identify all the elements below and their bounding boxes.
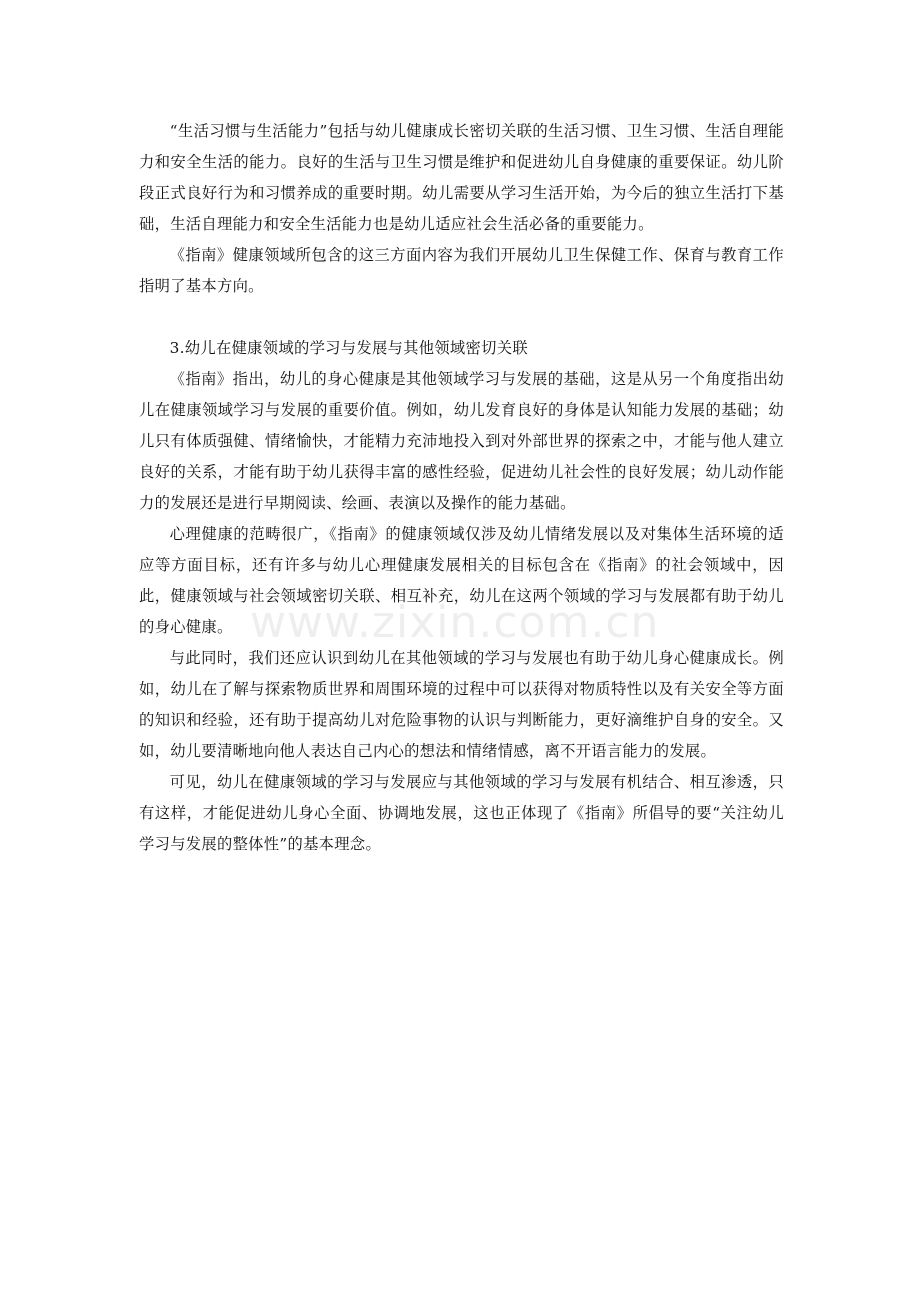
watermark-text: www.zixin.com.cn: [250, 597, 660, 648]
paragraph-life-habits: “生活习惯与生活能力”包括与幼儿健康成长密切关联的生活习惯、卫生习惯、生活自理能力和安全生活的能力。良好的生活与卫生习惯是维护和促进幼儿自身健康的重要保证。幼儿阶段正式良好行为和习惯养成的重要时期。幼儿需要从学习生活开始，为今后的独立生活打下基础，生活自理能力和安全生活能力也是幼儿适应社会生活必备的重要能力。: [139, 122, 784, 233]
paragraph-health-foundation: 《指南》指出，幼儿的身心健康是其他领域学习与发展的基础，这是从另一个角度指出幼儿在健康领域学习与发展的重要价值。例如，幼儿发育良好的身体是认知能力发展的基础；幼儿只有体质强健、情绪愉快，才能精力充沛地投入到对外部世界的探索之中，才能与他人建立良好的关系，才能有助于幼儿获得丰富的感性经验，促进幼儿社会性的良好发展；幼儿动作能力的发展还是进行早期阅读、绘画、表演以及操作的能力基础。: [139, 370, 784, 512]
paragraph-guide-direction: 《指南》健康领域所包含的这三方面内容为我们开展幼儿卫生保健工作、保育与教育工作指明了基本方向。: [139, 246, 784, 295]
paragraph-spacer: [139, 302, 784, 333]
paragraph-mental-health: 心理健康的范畴很广，《指南》的健康领域仅涉及幼儿情绪发展以及对集体生活环境的适应等方面目标，还有许多与幼儿心理健康发展相关的目标包含在《指南》的社会领域中，因此，健康领域与社会领域密切关联、相互补充，幼儿在这两个领域的学习与发展都有助于幼儿的身心健康。: [139, 525, 784, 636]
section-heading: 3.幼儿在健康领域的学习与发展与其他领域密切关联: [169, 339, 528, 357]
paragraph-other-domains: 与此同时，我们还应认识到幼儿在其他领域的学习与发展也有助于幼儿身心健康成长。例如，幼儿在了解与探索物质世界和周围环境的过程中可以获得对物质特性以及有关安全等方面的知识和经验，还有助于提高幼儿对危险事物的认识与判断能力，更好滴维护自身的安全。又如，幼儿要清晰地向他人表达自己内心的想法和情绪情感，离不开语言能力的发展。: [139, 649, 784, 760]
document-body: [139, 116, 784, 860]
paragraph-conclusion: 可见，幼儿在健康领域的学习与发展应与其他领域的学习与发展有机结合、相互渗透，只有这样，才能促进幼儿身心全面、协调地发展，这也正体现了《指南》所倡导的要“关注幼儿学习与发展的整体性”的基本理念。: [139, 773, 784, 853]
